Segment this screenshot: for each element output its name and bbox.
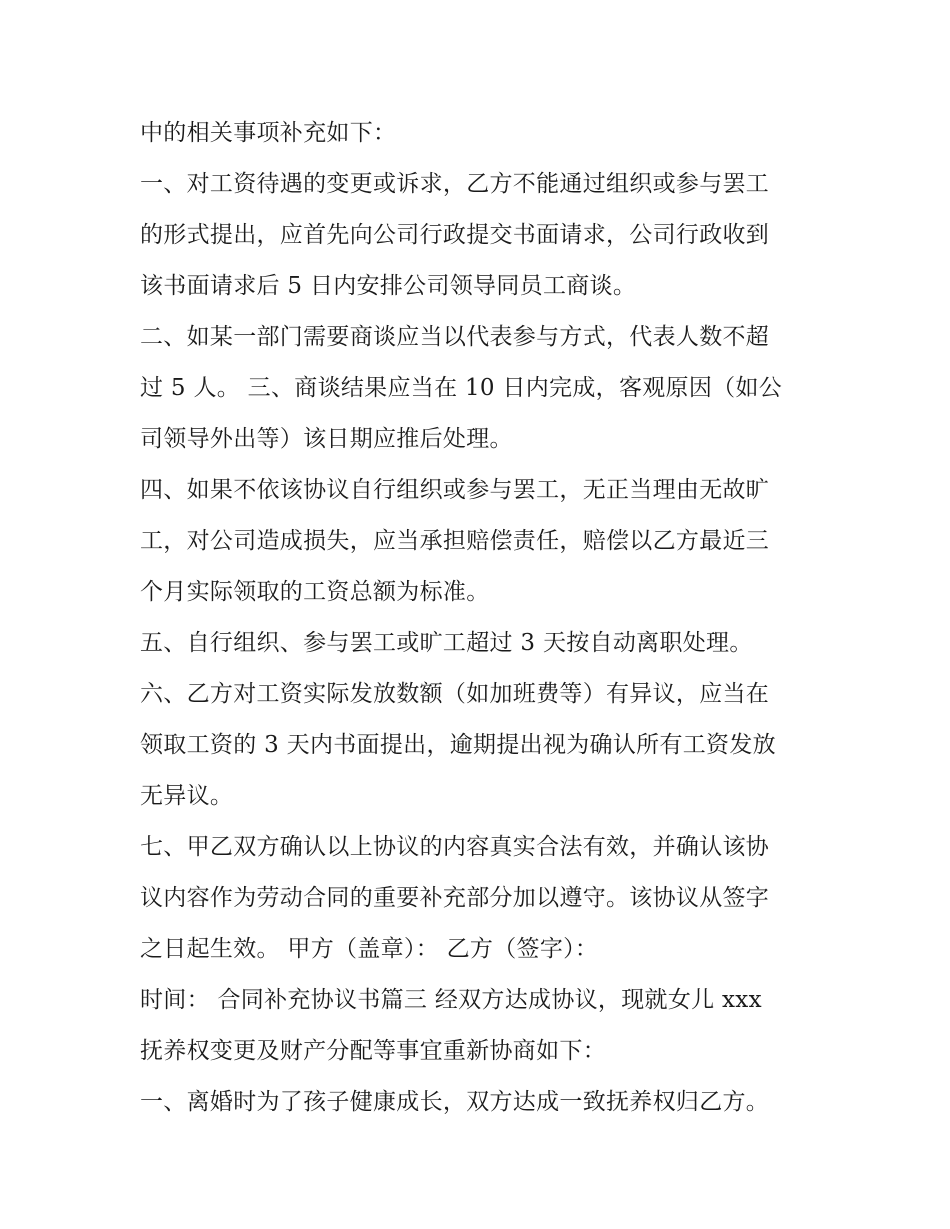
text-line: 司领导外出等）该日期应推后处理。 (140, 426, 513, 452)
text-line: 个月实际领取的工资总额为标准。 (140, 579, 490, 605)
text-line: 过 5 人。 三、商谈结果应当在 10 日内完成，客观原因（如公 (140, 375, 783, 401)
document-body (140, 108, 830, 1128)
text-line: 一、对工资待遇的变更或诉求，乙方不能通过组织或参与罢工 (140, 171, 770, 197)
text-line: 五、自行组织、参与罢工或旷工超过 3 天按自动离职处理。 (140, 630, 753, 656)
text-line: 七、甲乙双方确认以上协议的内容真实合法有效，并确认该协 (140, 834, 770, 860)
text-line: 六、乙方对工资实际发放数额（如加班费等）有异议，应当在 (140, 681, 770, 707)
text-line: 中的相关事项补充如下： (140, 120, 397, 146)
text-line: 工，对公司造成损失，应当承担赔偿责任，赔偿以乙方最近三 (140, 528, 770, 554)
text-line: 一、离婚时为了孩子健康成长，双方达成一致抚养权归乙方。 (140, 1089, 770, 1115)
text-line: 之日起生效。 甲方（盖章）： 乙方（签字）： (140, 936, 599, 962)
text-line: 四、如果不依该协议自行组织或参与罢工，无正当理由无故旷 (140, 477, 770, 503)
text-line: 二、如某一部门需要商谈应当以代表参与方式，代表人数不超 (140, 324, 770, 350)
text-line: 的形式提出，应首先向公司行政提交书面请求，公司行政收到 (140, 222, 770, 248)
text-line: 时间： 合同补充协议书篇三 经双方达成协议，现就女儿 xxx (140, 987, 762, 1013)
text-line: 该书面请求后 5 日内安排公司领导同员工商谈。 (140, 273, 637, 299)
text-line: 无异议。 (140, 783, 234, 809)
text-line: 领取工资的 3 天内书面提出，逾期提出视为确认所有工资发放 (140, 732, 776, 758)
text-line: 议内容作为劳动合同的重要补充部分加以遵守。该协议从签字 (140, 885, 770, 911)
text-line: 抚养权变更及财产分配等事宜重新协商如下： (140, 1038, 606, 1064)
